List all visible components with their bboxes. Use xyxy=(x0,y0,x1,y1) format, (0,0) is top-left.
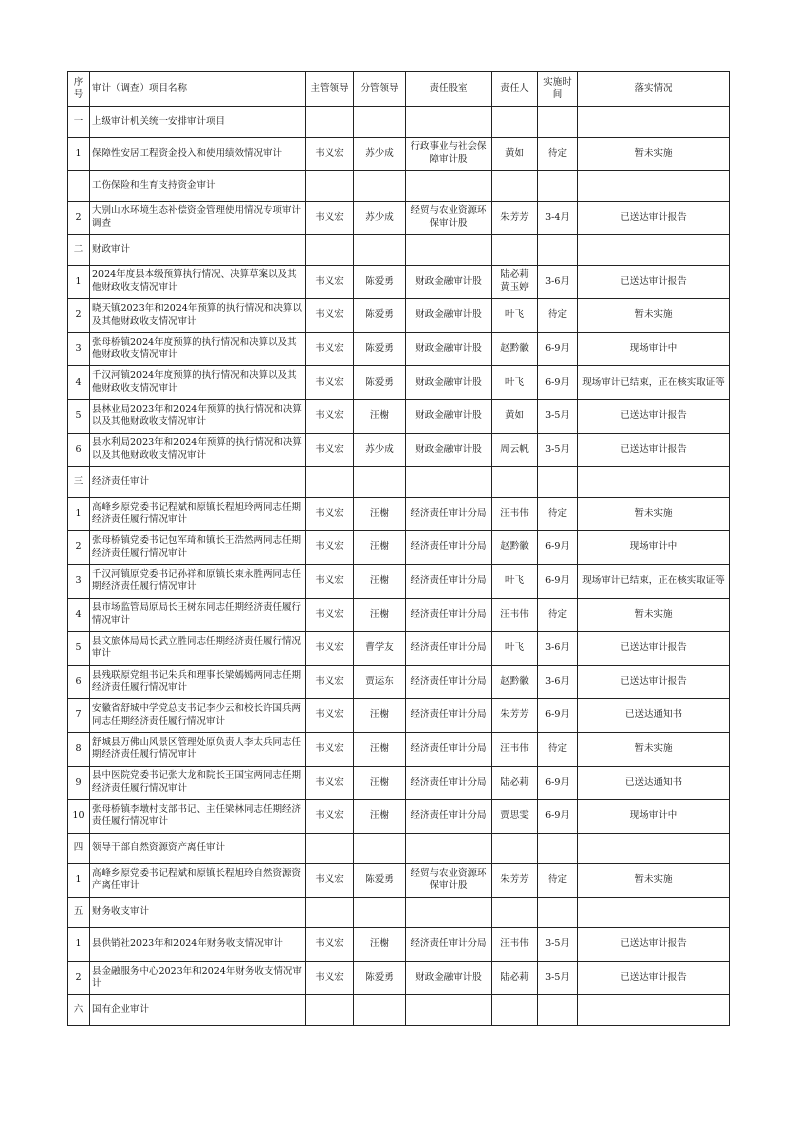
audit-plan-table xyxy=(67,71,730,1026)
responsible-person: 朱芳芳 xyxy=(492,699,538,733)
responsible-person: 陆必莉 黄玉婷 xyxy=(492,265,538,299)
row-serial: 6 xyxy=(68,665,90,699)
row-serial: 二 xyxy=(68,235,90,266)
empty-cell xyxy=(306,833,354,864)
responsible-dept: 经济责任审计分局 xyxy=(406,665,492,699)
section-row xyxy=(68,833,730,864)
responsible-dept: 财政金融审计股 xyxy=(406,332,492,366)
implementation-status: 已送达审计报告 xyxy=(578,201,730,235)
deputy-name: 曹学友 xyxy=(354,632,406,666)
responsible-dept: 经济责任审计分局 xyxy=(406,732,492,766)
empty-cell xyxy=(538,897,578,928)
implementation-time: 3-6月 xyxy=(538,265,578,299)
deputy-name: 汪榭 xyxy=(354,598,406,632)
lead-name: 韦义宏 xyxy=(306,531,354,565)
table-row xyxy=(68,265,730,299)
implementation-time: 6-9月 xyxy=(538,366,578,400)
project-name: 县文旅体局局长武立胜同志任期经济责任履行情况审计 xyxy=(90,632,306,666)
responsible-person: 黄如 xyxy=(492,400,538,434)
empty-cell xyxy=(578,995,730,1026)
table-row xyxy=(68,732,730,766)
section-row xyxy=(68,995,730,1026)
row-serial: 3 xyxy=(68,564,90,598)
project-name: 县市场监管局原局长王树东同志任期经济责任履行情况审计 xyxy=(90,598,306,632)
responsible-dept: 经济责任审计分局 xyxy=(406,928,492,962)
lead-name: 韦义宏 xyxy=(306,800,354,834)
deputy-name: 汪榭 xyxy=(354,766,406,800)
deputy-name: 汪榭 xyxy=(354,800,406,834)
empty-cell xyxy=(406,833,492,864)
implementation-status xyxy=(578,366,730,400)
implementation-status: 暂未实施 xyxy=(578,497,730,531)
section-title: 领导干部自然资源资产离任审计 xyxy=(90,833,306,864)
lead-name: 韦义宏 xyxy=(306,928,354,962)
table-row xyxy=(68,928,730,962)
responsible-person: 赵黔徽 xyxy=(492,665,538,699)
implementation-status xyxy=(578,564,730,598)
implementation-time: 待定 xyxy=(538,137,578,171)
project-name: 张母桥镇2024年度预算的执行情况和决算以及其他财政收支情况审计 xyxy=(90,332,306,366)
empty-cell xyxy=(354,467,406,498)
empty-cell xyxy=(406,467,492,498)
empty-cell xyxy=(492,171,538,202)
lead-name: 韦义宏 xyxy=(306,864,354,898)
deputy-name: 陈爱勇 xyxy=(354,864,406,898)
empty-cell xyxy=(306,107,354,138)
implementation-status: 已送达审计报告 xyxy=(578,265,730,299)
empty-cell xyxy=(406,897,492,928)
row-serial: 2 xyxy=(68,531,90,565)
header-time: 实施时间 xyxy=(538,72,578,107)
implementation-time: 6-9月 xyxy=(538,531,578,565)
responsible-person: 朱芳芳 xyxy=(492,864,538,898)
empty-cell xyxy=(306,897,354,928)
deputy-name: 汪榭 xyxy=(354,699,406,733)
status-text: 现场审计已结束，正在核实取证等 xyxy=(582,376,725,388)
lead-name: 韦义宏 xyxy=(306,433,354,467)
project-name: 大别山水环境生态补偿资金管理使用情况专项审计调查 xyxy=(90,201,306,235)
responsible-dept: 财政金融审计股 xyxy=(406,366,492,400)
table-row xyxy=(68,299,730,333)
deputy-name: 苏少成 xyxy=(354,137,406,171)
responsible-person: 陆必莉 xyxy=(492,766,538,800)
empty-cell xyxy=(578,107,730,138)
deputy-name: 汪榭 xyxy=(354,732,406,766)
row-serial: 四 xyxy=(68,833,90,864)
responsible-dept: 经贸与农业资源环保审计股 xyxy=(406,864,492,898)
deputy-name: 陈爱勇 xyxy=(354,332,406,366)
empty-cell xyxy=(538,171,578,202)
project-name: 张母桥镇党委书记包军琦和镇长王浩然两同志任期经济责任履行情况审计 xyxy=(90,531,306,565)
implementation-status: 暂未实施 xyxy=(578,598,730,632)
responsible-person: 汪韦伟 xyxy=(492,497,538,531)
lead-name: 韦义宏 xyxy=(306,665,354,699)
empty-cell xyxy=(578,235,730,266)
implementation-status: 暂未实施 xyxy=(578,137,730,171)
deputy-name: 汪榭 xyxy=(354,497,406,531)
empty-cell xyxy=(578,897,730,928)
row-serial: 2 xyxy=(68,961,90,995)
section-title: 工伤保险和生育支持资金审计 xyxy=(90,171,306,202)
project-name: 晓天镇2023年和2024年预算的执行情况和决算以及其他财政收支情况审计 xyxy=(90,299,306,333)
responsible-dept: 财政金融审计股 xyxy=(406,433,492,467)
empty-cell xyxy=(538,833,578,864)
empty-cell xyxy=(578,833,730,864)
table-row xyxy=(68,137,730,171)
lead-name: 韦义宏 xyxy=(306,201,354,235)
empty-cell xyxy=(538,995,578,1026)
empty-cell xyxy=(492,467,538,498)
implementation-time: 3-6月 xyxy=(538,632,578,666)
row-serial: 8 xyxy=(68,732,90,766)
deputy-name: 陈爱勇 xyxy=(354,299,406,333)
responsible-dept: 经济责任审计分局 xyxy=(406,564,492,598)
empty-cell xyxy=(306,235,354,266)
implementation-status: 已送达通知书 xyxy=(578,766,730,800)
header-person: 责任人 xyxy=(492,72,538,107)
implementation-time: 待定 xyxy=(538,598,578,632)
responsible-person: 赵黔徽 xyxy=(492,531,538,565)
row-serial: 6 xyxy=(68,433,90,467)
row-serial xyxy=(68,171,90,202)
empty-cell xyxy=(306,171,354,202)
row-serial: 9 xyxy=(68,766,90,800)
responsible-person: 周云帆 xyxy=(492,433,538,467)
implementation-time: 3-5月 xyxy=(538,928,578,962)
deputy-name: 汪榭 xyxy=(354,531,406,565)
table-row xyxy=(68,632,730,666)
lead-name: 韦义宏 xyxy=(306,598,354,632)
table-row xyxy=(68,497,730,531)
project-name: 县金融服务中心2023年和2024年财务收支情况审计 xyxy=(90,961,306,995)
responsible-dept: 经济责任审计分局 xyxy=(406,598,492,632)
project-name: 千汉河镇2024年度预算的执行情况和决算以及其他财政收支情况审计 xyxy=(90,366,306,400)
table-body xyxy=(68,107,730,1026)
table-row xyxy=(68,800,730,834)
status-text: 现场审计已结束，正在核实取证等 xyxy=(582,574,725,586)
table-row xyxy=(68,433,730,467)
row-serial: 4 xyxy=(68,366,90,400)
implementation-status: 已送达通知书 xyxy=(578,699,730,733)
deputy-name: 汪榭 xyxy=(354,400,406,434)
responsible-dept: 经济责任审计分局 xyxy=(406,766,492,800)
responsible-dept: 经济责任审计分局 xyxy=(406,497,492,531)
responsible-person: 陆必莉 xyxy=(492,961,538,995)
responsible-dept: 财政金融审计股 xyxy=(406,265,492,299)
implementation-status: 已送达审计报告 xyxy=(578,665,730,699)
header-deputy: 分管领导 xyxy=(354,72,406,107)
empty-cell xyxy=(354,833,406,864)
row-serial: 10 xyxy=(68,800,90,834)
responsible-dept: 财政金融审计股 xyxy=(406,400,492,434)
table-row xyxy=(68,400,730,434)
responsible-person: 叶飞 xyxy=(492,632,538,666)
responsible-person: 贾思雯 xyxy=(492,800,538,834)
lead-name: 韦义宏 xyxy=(306,564,354,598)
table-header-row xyxy=(68,72,730,107)
implementation-status: 暂未实施 xyxy=(578,299,730,333)
responsible-person: 叶飞 xyxy=(492,299,538,333)
implementation-time: 6-9月 xyxy=(538,564,578,598)
header-dept: 责任股室 xyxy=(406,72,492,107)
section-title: 经济责任审计 xyxy=(90,467,306,498)
table-row xyxy=(68,598,730,632)
section-title: 财政审计 xyxy=(90,235,306,266)
lead-name: 韦义宏 xyxy=(306,299,354,333)
lead-name: 韦义宏 xyxy=(306,961,354,995)
responsible-person: 叶飞 xyxy=(492,564,538,598)
project-name: 2024年度县本级预算执行情况、决算草案以及其他财政收支情况审计 xyxy=(90,265,306,299)
table-row xyxy=(68,531,730,565)
responsible-person: 黄如 xyxy=(492,137,538,171)
implementation-status: 现场审计中 xyxy=(578,332,730,366)
responsible-person: 朱芳芳 xyxy=(492,201,538,235)
implementation-time: 3-5月 xyxy=(538,961,578,995)
deputy-name: 汪榭 xyxy=(354,564,406,598)
empty-cell xyxy=(492,897,538,928)
header-serial: 序号 xyxy=(68,72,90,107)
empty-cell xyxy=(306,995,354,1026)
table-row xyxy=(68,961,730,995)
deputy-name: 陈爱勇 xyxy=(354,961,406,995)
responsible-dept: 经贸与农业资源环保审计股 xyxy=(406,201,492,235)
row-serial: 一 xyxy=(68,107,90,138)
empty-cell xyxy=(578,467,730,498)
table-row xyxy=(68,564,730,598)
row-serial: 2 xyxy=(68,299,90,333)
empty-cell xyxy=(492,107,538,138)
empty-cell xyxy=(578,171,730,202)
header-lead: 主管领导 xyxy=(306,72,354,107)
section-row xyxy=(68,235,730,266)
deputy-name: 苏少成 xyxy=(354,433,406,467)
implementation-status: 已送达审计报告 xyxy=(578,961,730,995)
implementation-time: 待定 xyxy=(538,497,578,531)
implementation-time: 6-9月 xyxy=(538,766,578,800)
project-name: 县水利局2023年和2024年预算的执行情况和决算以及其他财政收支情况审计 xyxy=(90,433,306,467)
row-serial: 5 xyxy=(68,400,90,434)
project-name: 县供销社2023年和2024年财务收支情况审计 xyxy=(90,928,306,962)
implementation-time: 待定 xyxy=(538,864,578,898)
empty-cell xyxy=(406,171,492,202)
section-title: 上级审计机关统一安排审计项目 xyxy=(90,107,306,138)
lead-name: 韦义宏 xyxy=(306,699,354,733)
section-title: 财务收支审计 xyxy=(90,897,306,928)
lead-name: 韦义宏 xyxy=(306,265,354,299)
responsible-person: 汪韦伟 xyxy=(492,598,538,632)
implementation-time: 3-4月 xyxy=(538,201,578,235)
empty-cell xyxy=(492,235,538,266)
deputy-name: 苏少成 xyxy=(354,201,406,235)
responsible-dept: 财政金融审计股 xyxy=(406,961,492,995)
lead-name: 韦义宏 xyxy=(306,400,354,434)
implementation-status: 已送达审计报告 xyxy=(578,400,730,434)
empty-cell xyxy=(492,995,538,1026)
project-name: 舒城县万佛山风景区管理处原负责人李太兵同志任期经济责任履行情况审计 xyxy=(90,732,306,766)
project-name: 县残联原党组书记朱兵和理事长梁嫣嫣两同志任期经济责任履行情况审计 xyxy=(90,665,306,699)
empty-cell xyxy=(354,897,406,928)
table-row xyxy=(68,332,730,366)
implementation-time: 待定 xyxy=(538,299,578,333)
empty-cell xyxy=(538,467,578,498)
row-serial: 4 xyxy=(68,598,90,632)
responsible-person: 叶飞 xyxy=(492,366,538,400)
section-row xyxy=(68,171,730,202)
implementation-time: 6-9月 xyxy=(538,332,578,366)
header-status: 落实情况 xyxy=(578,72,730,107)
responsible-dept: 经济责任审计分局 xyxy=(406,699,492,733)
project-name: 千汉河镇原党委书记孙祥和原镇长束永胜两同志任期经济责任履行情况审计 xyxy=(90,564,306,598)
row-serial: 1 xyxy=(68,928,90,962)
row-serial: 六 xyxy=(68,995,90,1026)
implementation-time: 6-9月 xyxy=(538,800,578,834)
empty-cell xyxy=(492,833,538,864)
row-serial: 1 xyxy=(68,137,90,171)
deputy-name: 陈爱勇 xyxy=(354,366,406,400)
implementation-status: 已送达审计报告 xyxy=(578,928,730,962)
empty-cell xyxy=(538,235,578,266)
implementation-time: 3-5月 xyxy=(538,433,578,467)
table-row xyxy=(68,665,730,699)
section-title: 国有企业审计 xyxy=(90,995,306,1026)
row-serial: 3 xyxy=(68,332,90,366)
responsible-person: 汪韦伟 xyxy=(492,732,538,766)
table-row xyxy=(68,864,730,898)
empty-cell xyxy=(306,467,354,498)
empty-cell xyxy=(354,995,406,1026)
deputy-name: 汪榭 xyxy=(354,928,406,962)
project-name: 安徽省舒城中学党总支书记李少云和校长许国兵两同志任期经济责任履行情况审计 xyxy=(90,699,306,733)
row-serial: 1 xyxy=(68,265,90,299)
implementation-time: 3-6月 xyxy=(538,665,578,699)
table-row xyxy=(68,766,730,800)
empty-cell xyxy=(354,235,406,266)
responsible-dept: 行政事业与社会保障审计股 xyxy=(406,137,492,171)
implementation-status: 现场审计中 xyxy=(578,531,730,565)
row-serial: 7 xyxy=(68,699,90,733)
empty-cell xyxy=(406,235,492,266)
empty-cell xyxy=(406,107,492,138)
table-row xyxy=(68,699,730,733)
implementation-status: 已送达审计报告 xyxy=(578,433,730,467)
deputy-name: 陈爱勇 xyxy=(354,265,406,299)
lead-name: 韦义宏 xyxy=(306,632,354,666)
implementation-time: 6-9月 xyxy=(538,699,578,733)
lead-name: 韦义宏 xyxy=(306,497,354,531)
implementation-time: 待定 xyxy=(538,732,578,766)
responsible-dept: 经济责任审计分局 xyxy=(406,531,492,565)
implementation-status: 暂未实施 xyxy=(578,732,730,766)
responsible-dept: 经济责任审计分局 xyxy=(406,800,492,834)
implementation-status: 现场审计中 xyxy=(578,800,730,834)
implementation-time: 3-5月 xyxy=(538,400,578,434)
empty-cell xyxy=(406,995,492,1026)
empty-cell xyxy=(538,107,578,138)
row-serial: 三 xyxy=(68,467,90,498)
project-name: 县中医院党委书记张大龙和院长王国宝两同志任期经济责任履行情况审计 xyxy=(90,766,306,800)
row-serial: 1 xyxy=(68,864,90,898)
header-project-name: 审计（调查）项目名称 xyxy=(90,72,306,107)
deputy-name: 贾运东 xyxy=(354,665,406,699)
empty-cell xyxy=(354,171,406,202)
section-row xyxy=(68,467,730,498)
lead-name: 韦义宏 xyxy=(306,332,354,366)
project-name: 高峰乡原党委书记程斌和原镇长程旭玲自然资源资产离任审计 xyxy=(90,864,306,898)
table-row xyxy=(68,366,730,400)
implementation-status: 已送达审计报告 xyxy=(578,632,730,666)
row-serial: 五 xyxy=(68,897,90,928)
lead-name: 韦义宏 xyxy=(306,137,354,171)
project-name: 高峰乡原党委书记程斌和原镇长程旭玲两同志任期经济责任履行情况审计 xyxy=(90,497,306,531)
responsible-person: 汪韦伟 xyxy=(492,928,538,962)
implementation-status: 暂未实施 xyxy=(578,864,730,898)
project-name: 张母桥镇李墩村支部书记、主任梁林同志任期经济责任履行情况审计 xyxy=(90,800,306,834)
project-name: 县林业局2023年和2024年预算的执行情况和决算以及其他财政收支情况审计 xyxy=(90,400,306,434)
empty-cell xyxy=(354,107,406,138)
lead-name: 韦义宏 xyxy=(306,766,354,800)
lead-name: 韦义宏 xyxy=(306,732,354,766)
row-serial: 1 xyxy=(68,497,90,531)
responsible-dept: 财政金融审计股 xyxy=(406,299,492,333)
section-row xyxy=(68,107,730,138)
lead-name: 韦义宏 xyxy=(306,366,354,400)
responsible-person: 赵黔徽 xyxy=(492,332,538,366)
responsible-dept: 经济责任审计分局 xyxy=(406,632,492,666)
table-row xyxy=(68,201,730,235)
project-name: 保障性安居工程资金投入和使用绩效情况审计 xyxy=(90,137,306,171)
row-serial: 2 xyxy=(68,201,90,235)
row-serial: 5 xyxy=(68,632,90,666)
section-row xyxy=(68,897,730,928)
